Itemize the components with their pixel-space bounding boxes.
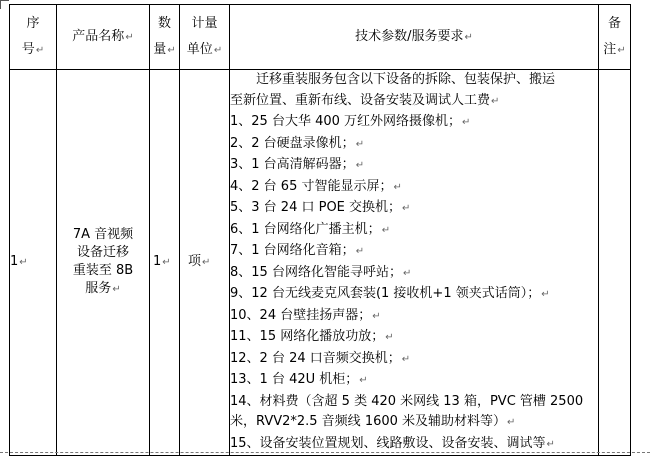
header-requirements: 技术参数/服务要求↵ <box>230 5 599 70</box>
header-qty-line-2: 量↵ <box>153 41 176 57</box>
cell-qty: 1↵ <box>150 70 180 456</box>
req-line: 迁移重装服务包含以下设备的拆除、包装保护、搬运 <box>256 72 556 87</box>
req-line: 15、设备安装位置规划、线路敷设、设备安装、调试等↵ <box>230 435 555 451</box>
req-line: 4、2 台 65 寸智能显示屏；↵ <box>230 178 402 194</box>
req-line: 12、2 台 24 口音频交换机；↵ <box>230 350 411 366</box>
cell-seq: 1↵ <box>10 70 57 456</box>
requirements-table <box>9 4 631 456</box>
header-qty-line-1: 数 <box>157 15 171 31</box>
req-line: 14、材料费（含超 5 类 420 米网线 13 箱，PVC 管槽 2500 <box>230 393 584 409</box>
product-line-2: 设备迁移 <box>76 245 129 260</box>
header-unit-line-1: 计量 <box>191 15 218 31</box>
table-move-handle[interactable] <box>0 0 9 9</box>
header-unit <box>180 5 230 70</box>
product-line-1: 7A 音视频 <box>72 227 134 242</box>
cell-remarks <box>599 70 631 456</box>
req-line: 9、12 台无线麦克风套装(1 接收机+1 领夹式话筒）；↵ <box>230 286 550 301</box>
header-seq-line-2: 号↵ <box>21 41 45 57</box>
cell-product <box>57 70 150 456</box>
cell-unit: 项↵ <box>180 70 230 456</box>
product-line-3: 重装至 8B <box>72 263 134 278</box>
req-line: 米，RVV2*2.5 音频线 1600 米及辅助材料等）↵ <box>230 414 516 429</box>
table-row <box>10 70 631 456</box>
header-product: 产品名称↵ <box>57 5 150 70</box>
req-line: 10、24 台壁挂扬声器；↵ <box>230 307 381 323</box>
req-line: 3、1 台高清解码器；↵ <box>230 157 365 172</box>
req-line: 13、1 台 42U 机柜；↵ <box>230 372 368 387</box>
header-remarks-line-1: 备 <box>607 15 621 31</box>
header-remarks <box>599 5 631 70</box>
req-line: 2、2 台硬盘录像机；↵ <box>230 135 365 151</box>
req-line: 5、3 台 24 口 POE 交换机；↵ <box>230 200 411 215</box>
header-remarks-line-2: 注↵ <box>603 41 626 57</box>
req-line: 8、15 台网络化智能寻呼站；↵ <box>230 264 412 280</box>
header-seq <box>10 5 57 70</box>
req-line: 6、1 台网络化广播主机；↵ <box>230 221 391 237</box>
req-line: 1、25 台大华 400 万红外网络摄像机；↵ <box>230 114 471 129</box>
product-line-4: 服务↵ <box>85 281 121 296</box>
cell-requirements <box>230 70 599 456</box>
req-line: 11、15 网络化播放功放；↵ <box>230 329 394 344</box>
page-bottom-divider <box>0 452 650 454</box>
header-unit-line-2: 单位↵ <box>186 41 223 57</box>
req-line: 7、1 台网络化音箱；↵ <box>230 243 365 258</box>
table-header-row <box>10 5 631 70</box>
req-line: 至新位置、重新布线、设备安装及调试人工费↵ <box>230 92 500 108</box>
header-seq-line-1: 序 <box>26 15 40 31</box>
header-qty <box>150 5 180 70</box>
